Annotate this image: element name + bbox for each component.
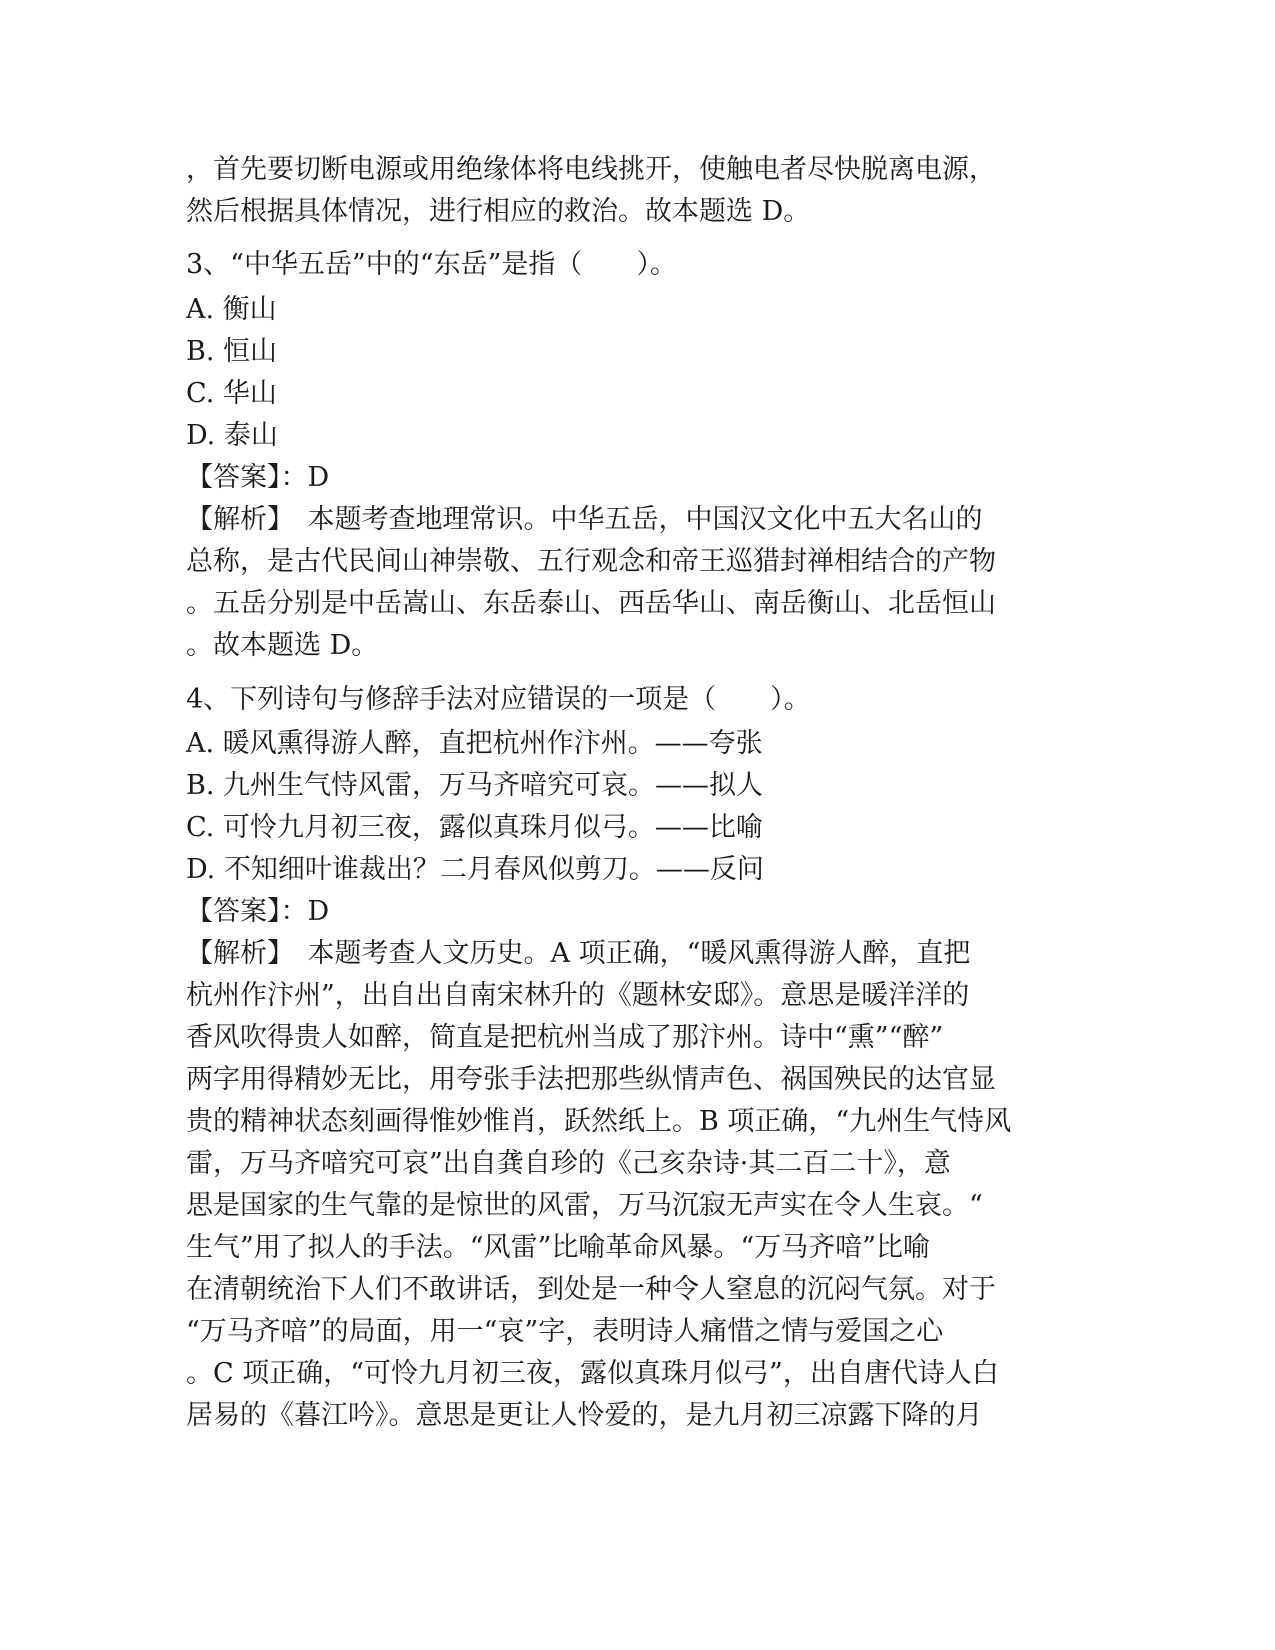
question-4-analysis-line: 生气”用了拟人的手法。“风雷”比喻革命风暴。“万马齐喑”比喻 (186, 1232, 931, 1263)
question-4-answer: 【答案】：D (186, 896, 330, 927)
question-4-option-b: B. 九州生气恃风雷，万马齐喑究可哀。——拟人 (186, 770, 764, 801)
question-4-analysis-line: 思是国家的生气靠的是惊世的风雷，万马沉寂无声实在令人生哀。“ (186, 1190, 983, 1221)
question-4-option-a: A. 暖风熏得游人醉，直把杭州作汴州。——夸张 (186, 728, 763, 759)
question-3-option-d: D. 泰山 (186, 420, 278, 451)
intro-line: ，首先要切断电源或用绝缘体将电线挑开，使触电者尽快脱离电源， (186, 154, 996, 185)
question-4-analysis-line: 香风吹得贵人如醉，简直是把杭州当成了那汴州。诗中“熏”“醉” (186, 1022, 944, 1053)
question-4-analysis-line: 。C 项正确，“可怜九月初三夜，露似真珠月似弓”，出自唐代诗人白 (186, 1358, 999, 1389)
question-3-option-b: B. 恒山 (186, 336, 278, 367)
question-3-option-a: A. 衡山 (186, 294, 277, 325)
question-3-analysis-line: 。五岳分别是中岳嵩山、东岳泰山、西岳华山、南岳衡山、北岳恒山 (186, 588, 996, 619)
intro-line: 然后根据具体情况，进行相应的救治。故本题选 D。 (186, 196, 811, 227)
question-4-analysis-line: 两字用得精妙无比，用夸张手法把那些纵情声色、祸国殃民的达官显 (186, 1064, 996, 1095)
question-3-option-c: C. 华山 (186, 378, 277, 409)
question-4-analysis-line: 居易的《暮江吟》。意思是更让人怜爱的，是九月初三凉露下降的月 (186, 1400, 983, 1431)
question-4-analysis-line: 贵的精神状态刻画得惟妙惟肖，跃然纸上。B 项正确，“九州生气恃风 (186, 1106, 1012, 1137)
question-4-stem: 4、下列诗句与修辞手法对应错误的一项是（ ）。 (186, 684, 811, 715)
question-4-analysis-line: 【解析】 本题考查人文历史。A 项正确，“暖风熏得游人醉，直把 (186, 938, 971, 969)
question-4-analysis-line: 杭州作汴州”，出自出自南宋林升的《题林安邸》。意思是暖洋洋的 (186, 980, 970, 1011)
question-4-option-d: D. 不知细叶谁裁出？二月春风似剪刀。——反问 (186, 854, 764, 885)
question-3-analysis-line: 总称，是古代民间山神崇敬、五行观念和帝王巡猎封禅相结合的产物 (186, 546, 996, 577)
question-4-option-c: C. 可怜九月初三夜，露似真珠月似弓。——比喻 (186, 812, 763, 843)
question-3-stem: 3、“中华五岳”中的“东岳”是指（ ）。 (186, 249, 677, 280)
question-4-analysis-line: “万马齐喑”的局面，用一“哀”字，表明诗人痛惜之情与爱国之心 (186, 1316, 944, 1347)
question-3-answer: 【答案】：D (186, 462, 330, 493)
question-3-analysis-line: 。故本题选 D。 (186, 630, 379, 661)
question-4-analysis-line: 雷，万马齐喑究可哀”出自龚自珍的《己亥杂诗·其二百二十》，意 (186, 1148, 951, 1179)
question-3-analysis-line: 【解析】 本题考查地理常识。中华五岳，中国汉文化中五大名山的 (186, 504, 983, 535)
question-4-analysis-line: 在清朝统治下人们不敢讲话，到处是一种令人窒息的沉闷气氛。对于 (186, 1274, 996, 1305)
